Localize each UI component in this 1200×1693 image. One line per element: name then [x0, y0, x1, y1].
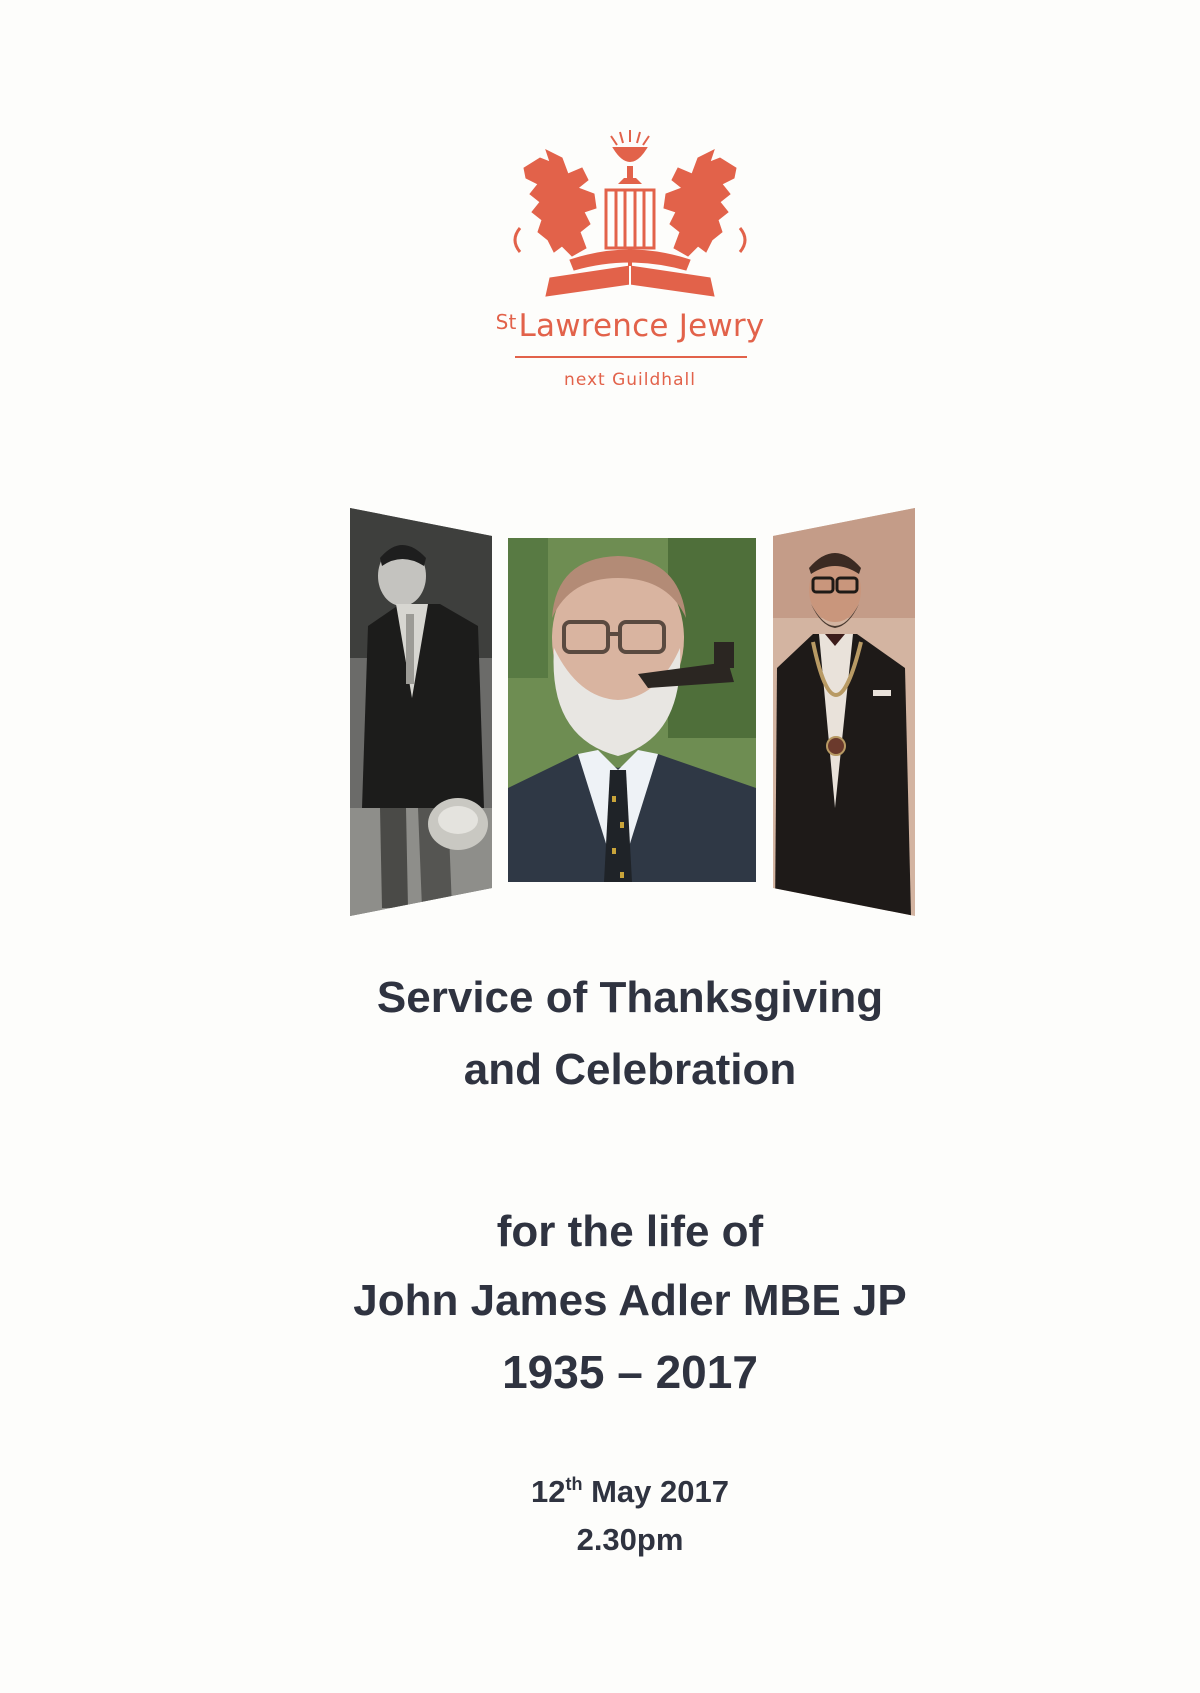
- church-name-prefix: St: [495, 310, 517, 334]
- life-years: 1935 – 2017: [502, 1346, 758, 1398]
- deceased-name: John James Adler MBE JP: [353, 1276, 907, 1325]
- photo-man-with-pipe: [508, 538, 756, 882]
- dedication-intro: for the life of: [496, 1207, 764, 1256]
- service-date-month-year: May 2017: [582, 1474, 729, 1509]
- service-date: [0, 1474, 1200, 1510]
- service-title-line-1: Service of Thanksgiving: [376, 973, 884, 1022]
- photo-man-chain-of-office: [773, 508, 915, 916]
- church-location: next Guildhall: [564, 370, 696, 390]
- service-time: 2.30pm: [576, 1522, 684, 1557]
- church-name-main: Lawrence Jewry: [518, 308, 765, 344]
- photo-young-man: [350, 508, 492, 916]
- service-date-day-suffix: th: [565, 1474, 583, 1494]
- service-date-day: 12: [531, 1474, 566, 1509]
- service-title-line-2: and Celebration: [463, 1045, 797, 1094]
- church-name: [470, 308, 790, 344]
- church-crest-logo: [510, 128, 750, 318]
- church-name-underline: [515, 356, 747, 358]
